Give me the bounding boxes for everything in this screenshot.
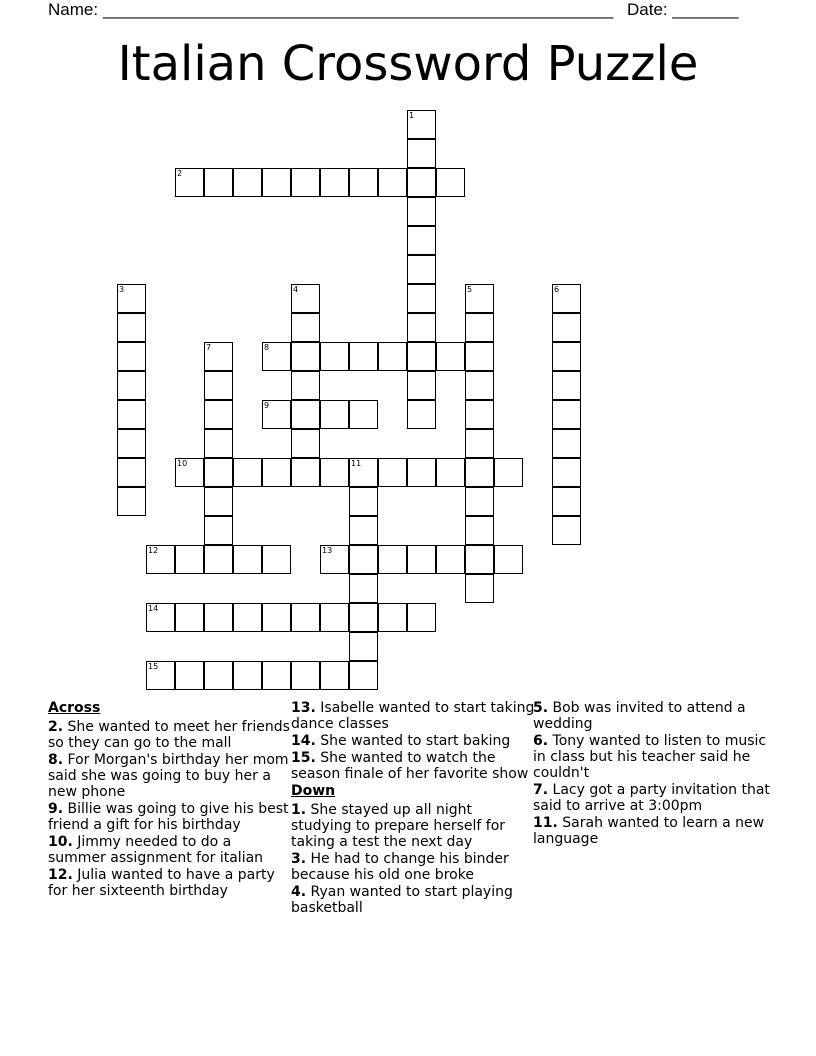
crossword-cell[interactable] (378, 603, 407, 632)
clue-number: 10. (48, 834, 73, 850)
clue-across-14 (291, 733, 536, 749)
crossword-cell[interactable] (291, 400, 320, 429)
crossword-cell[interactable] (407, 284, 436, 313)
crossword-cell[interactable] (175, 168, 204, 197)
clue-down-7 (533, 782, 778, 814)
crossword-cell[interactable] (436, 168, 465, 197)
across-heading: Across (48, 700, 101, 716)
clue-number: 15. (291, 750, 316, 766)
clue-number: 12. (48, 867, 73, 883)
crossword-cell[interactable] (436, 342, 465, 371)
crossword-cell[interactable] (407, 255, 436, 284)
cell-number: 1 (409, 111, 415, 120)
cell-number: 6 (554, 285, 560, 294)
crossword-cell[interactable] (146, 603, 175, 632)
clue-text: For Morgan's birthday her mom said she was going to buy her a new phone (48, 752, 289, 800)
crossword-cell[interactable] (291, 603, 320, 632)
crossword-cell[interactable] (407, 139, 436, 168)
crossword-cell[interactable] (407, 400, 436, 429)
crossword-cell[interactable] (407, 226, 436, 255)
crossword-cell[interactable] (349, 516, 378, 545)
crossword-cell[interactable] (465, 342, 494, 371)
clue-number: 9. (48, 801, 64, 817)
clue-number: 8. (48, 752, 64, 768)
clue-text: Jimmy needed to do a summer assignment for italian (48, 834, 264, 866)
crossword-cell[interactable] (233, 603, 262, 632)
crossword-cell[interactable] (262, 168, 291, 197)
crossword-cell[interactable] (378, 458, 407, 487)
crossword-cell[interactable] (204, 168, 233, 197)
clue-text: She wanted to meet her friends so they can go to the mall (48, 719, 290, 751)
crossword-cell[interactable] (407, 313, 436, 342)
crossword-cell[interactable] (552, 400, 581, 429)
crossword-cell[interactable] (465, 400, 494, 429)
clue-column-3 (533, 700, 778, 848)
cell-number: 7 (206, 343, 212, 352)
crossword-cell[interactable] (262, 400, 291, 429)
crossword-cell[interactable] (320, 661, 349, 690)
crossword-cell[interactable] (320, 342, 349, 371)
clue-text: Isabelle wanted to start taking dance classes (291, 700, 535, 732)
clue-number: 2. (48, 719, 64, 735)
clue-down-3 (291, 851, 536, 883)
clue-text: He had to change his binder because his old one broke (291, 851, 509, 883)
crossword-cell[interactable] (233, 661, 262, 690)
crossword-cell[interactable] (117, 313, 146, 342)
crossword-cell[interactable] (552, 342, 581, 371)
crossword-cell[interactable] (291, 284, 320, 313)
clue-text: Billie was going to give his best friend a gift for his birthday (48, 801, 289, 833)
crossword-cell[interactable] (407, 603, 436, 632)
clue-text: She wanted to start baking (320, 733, 511, 749)
cell-number: 10 (177, 459, 188, 468)
crossword-cell[interactable] (407, 342, 436, 371)
crossword-cell[interactable] (465, 284, 494, 313)
crossword-cell[interactable] (204, 371, 233, 400)
cell-number: 12 (148, 546, 159, 555)
crossword-cell[interactable] (320, 603, 349, 632)
cell-number: 5 (467, 285, 473, 294)
crossword-cell[interactable] (465, 574, 494, 603)
crossword-cell[interactable] (233, 545, 262, 574)
clue-text: Julia wanted to have a party for her sixteenth birthday (48, 867, 275, 899)
crossword-cell[interactable] (552, 458, 581, 487)
clue-across-2 (48, 719, 293, 751)
crossword-cell[interactable] (407, 197, 436, 226)
cell-number: 11 (351, 459, 362, 468)
crossword-cell[interactable] (349, 458, 378, 487)
crossword-cell[interactable] (291, 342, 320, 371)
crossword-cell[interactable] (204, 545, 233, 574)
clue-number: 13. (291, 700, 316, 716)
clue-number: 4. (291, 884, 307, 900)
down-heading: Down (291, 783, 336, 799)
crossword-cell[interactable] (552, 516, 581, 545)
clue-across-12 (48, 867, 293, 899)
clue-number: 3. (291, 851, 307, 867)
crossword-cell[interactable] (378, 545, 407, 574)
crossword-cell[interactable] (117, 429, 146, 458)
crossword-cell[interactable] (117, 371, 146, 400)
crossword-cell[interactable] (262, 661, 291, 690)
date-field[interactable]: Date: _______ (627, 0, 739, 19)
crossword-cell[interactable] (465, 313, 494, 342)
crossword-cell[interactable] (204, 661, 233, 690)
crossword-cell[interactable] (146, 545, 175, 574)
crossword-cell[interactable] (349, 545, 378, 574)
crossword-cell[interactable] (552, 284, 581, 313)
crossword-cell[interactable] (349, 487, 378, 516)
clue-column-2 (291, 700, 536, 917)
crossword-cell[interactable] (552, 371, 581, 400)
crossword-cell[interactable] (204, 487, 233, 516)
crossword-cell[interactable] (291, 168, 320, 197)
page-title: Italian Crossword Puzzle (117, 36, 699, 92)
crossword-cell[interactable] (291, 371, 320, 400)
cell-number: 2 (177, 169, 183, 178)
cell-number: 8 (264, 343, 270, 352)
crossword-cell[interactable] (465, 371, 494, 400)
crossword-cell[interactable] (291, 429, 320, 458)
clue-text: Ryan wanted to start playing basketball (291, 884, 513, 916)
crossword-cell[interactable] (291, 661, 320, 690)
clue-text: She wanted to watch the season finale of her favorite show (291, 750, 529, 782)
clue-across-13 (291, 700, 536, 732)
crossword-cell[interactable] (552, 487, 581, 516)
crossword-cell[interactable] (204, 342, 233, 371)
crossword-cell[interactable] (436, 458, 465, 487)
clue-column-1 (48, 700, 293, 900)
crossword-cell[interactable] (465, 458, 494, 487)
crossword-cell[interactable] (117, 458, 146, 487)
clue-text: Tony wanted to listen to music in class but his teacher said he couldn't (533, 733, 767, 781)
clue-number: 11. (533, 815, 558, 831)
crossword-cell[interactable] (465, 516, 494, 545)
crossword-cell[interactable] (233, 458, 262, 487)
crossword-cell[interactable] (262, 603, 291, 632)
crossword-cell[interactable] (407, 168, 436, 197)
clue-across-9 (48, 801, 293, 833)
clue-number: 6. (533, 733, 549, 749)
crossword-cell[interactable] (552, 429, 581, 458)
crossword-cell[interactable] (204, 603, 233, 632)
cell-number: 15 (148, 662, 159, 671)
crossword-cell[interactable] (204, 458, 233, 487)
clue-number: 7. (533, 782, 549, 798)
crossword-cell[interactable] (320, 168, 349, 197)
clue-down-4 (291, 884, 536, 916)
crossword-cell[interactable] (378, 342, 407, 371)
crossword-cell[interactable] (465, 545, 494, 574)
clue-across-8 (48, 752, 293, 800)
clue-across-15 (291, 750, 536, 782)
crossword-cell[interactable] (233, 168, 262, 197)
clue-number: 5. (533, 700, 549, 716)
crossword-cell[interactable] (349, 168, 378, 197)
crossword-cell[interactable] (465, 487, 494, 516)
clue-number: 1. (291, 802, 307, 818)
clue-number: 14. (291, 733, 316, 749)
crossword-cell[interactable] (436, 545, 465, 574)
crossword-cell[interactable] (320, 545, 349, 574)
cell-number: 9 (264, 401, 270, 410)
crossword-cell[interactable] (320, 400, 349, 429)
crossword-cell[interactable] (349, 342, 378, 371)
crossword-cell[interactable] (349, 661, 378, 690)
cell-number: 13 (322, 546, 333, 555)
crossword-cell[interactable] (117, 487, 146, 516)
cell-number: 3 (119, 285, 125, 294)
clue-text: Lacy got a party invitation that said to arrive at 3:00pm (533, 782, 770, 814)
clue-text: Bob was invited to attend a wedding (533, 700, 746, 732)
clue-across-10 (48, 834, 293, 866)
crossword-cell[interactable] (407, 545, 436, 574)
crossword-cell[interactable] (407, 110, 436, 139)
clue-down-5 (533, 700, 778, 732)
crossword-cell[interactable] (291, 458, 320, 487)
crossword-cell[interactable] (262, 342, 291, 371)
crossword-cell[interactable] (262, 458, 291, 487)
clue-text: She stayed up all night studying to prepare herself for taking a test the next day (291, 802, 506, 850)
clue-down-1 (291, 802, 536, 850)
crossword-cell[interactable] (320, 458, 349, 487)
crossword-cell[interactable] (349, 400, 378, 429)
crossword-cell[interactable] (291, 313, 320, 342)
name-field[interactable]: Name: ______________________________________________________ (48, 0, 614, 19)
clue-down-6 (533, 733, 778, 781)
crossword-cell[interactable] (204, 516, 233, 545)
crossword-cell[interactable] (552, 313, 581, 342)
crossword-cell[interactable] (117, 400, 146, 429)
clue-down-11 (533, 815, 778, 847)
crossword-cell[interactable] (204, 429, 233, 458)
crossword-cell[interactable] (204, 400, 233, 429)
crossword-cell[interactable] (407, 371, 436, 400)
crossword-cell[interactable] (494, 458, 523, 487)
crossword-cell[interactable] (175, 661, 204, 690)
crossword-cell[interactable] (494, 545, 523, 574)
crossword-cell[interactable] (349, 603, 378, 632)
crossword-cell[interactable] (146, 661, 175, 690)
crossword-cell[interactable] (175, 603, 204, 632)
cell-number: 14 (148, 604, 159, 613)
crossword-cell[interactable] (175, 545, 204, 574)
crossword-cell[interactable] (117, 284, 146, 313)
cell-number: 4 (293, 285, 299, 294)
crossword-cell[interactable] (349, 632, 378, 661)
crossword-cell[interactable] (407, 458, 436, 487)
crossword-cell[interactable] (175, 458, 204, 487)
crossword-cell[interactable] (262, 545, 291, 574)
crossword-cell[interactable] (349, 574, 378, 603)
crossword-cell[interactable] (378, 168, 407, 197)
crossword-cell[interactable] (117, 342, 146, 371)
clue-text: Sarah wanted to learn a new language (533, 815, 765, 847)
crossword-cell[interactable] (465, 429, 494, 458)
